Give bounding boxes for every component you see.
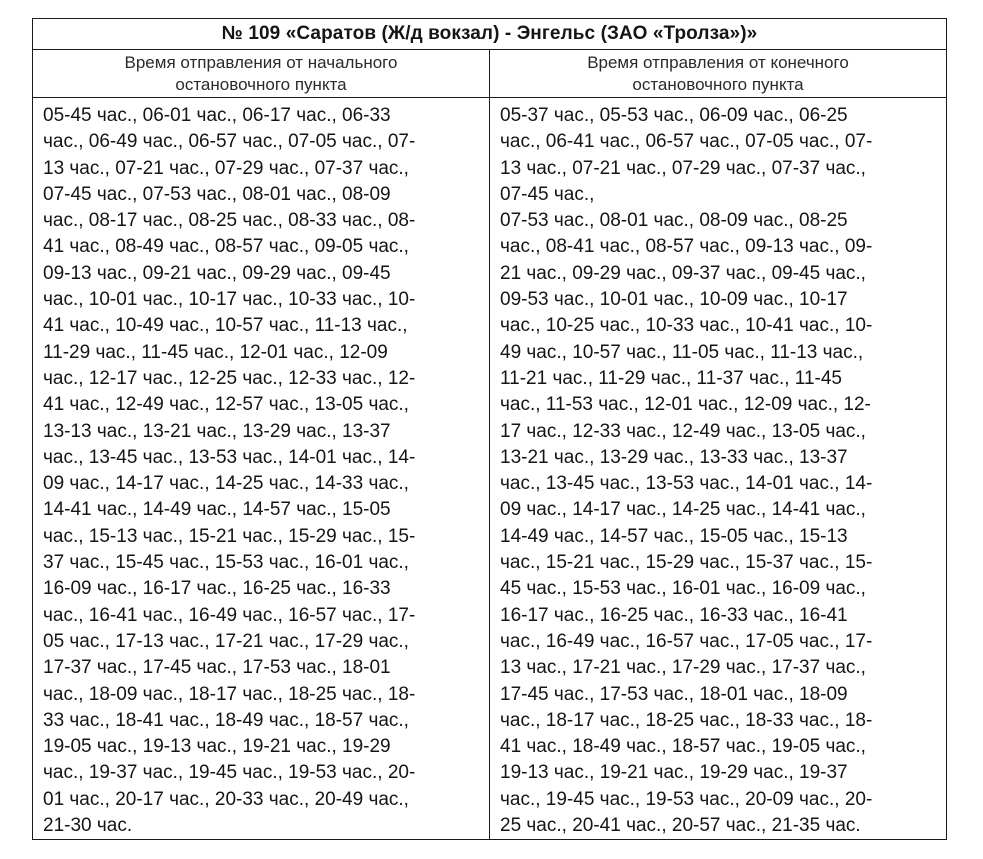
schedule-line: час., 11-53 час., 12-01 час., 12-09 час., 12- bbox=[500, 394, 871, 416]
schedule-line: час., 19-37 час., 19-45 час., 19-53 час., 20- bbox=[43, 762, 416, 784]
schedule-line: час., 08-41 час., 08-57 час., 09-13 час., 09- bbox=[500, 236, 873, 258]
schedule-line: 41 час., 12-49 час., 12-57 час., 13-05 час., bbox=[43, 394, 409, 416]
schedule-line: 41 час., 10-49 час., 10-57 час., 11-13 час., bbox=[43, 315, 408, 337]
header-line: Время отправления от начального bbox=[124, 52, 398, 72]
schedule-line: час., 15-21 час., 15-29 час., 15-37 час., 15- bbox=[500, 552, 873, 574]
schedule-line: час., 16-41 час., 16-49 час., 16-57 час., 17- bbox=[43, 604, 416, 626]
schedule-line: 07-45 час., bbox=[500, 183, 595, 205]
schedule-line: 17-45 час., 17-53 час., 18-01 час., 18-09 bbox=[500, 683, 848, 705]
route-title: № 109 «Саратов (Ж/д вокзал) - Энгельс (ЗАО «Тролза»)» bbox=[33, 19, 947, 50]
schedule-line: час., 08-17 час., 08-25 час., 08-33 час., 08- bbox=[43, 210, 416, 232]
schedule-line: час., 10-25 час., 10-33 час., 10-41 час., 10- bbox=[500, 315, 873, 337]
schedule-line: 49 час., 10-57 час., 11-05 час., 11-13 час., bbox=[500, 341, 864, 363]
schedule-line: час., 19-45 час., 19-53 час., 20-09 час., 20- bbox=[500, 788, 873, 810]
schedule-line: 19-13 час., 19-21 час., 19-29 час., 19-37 bbox=[500, 762, 848, 784]
schedule-line: 13 час., 07-21 час., 07-29 час., 07-37 час., bbox=[500, 157, 866, 179]
schedule-line: 09-53 час., 10-01 час., 10-09 час., 10-17 bbox=[500, 289, 848, 311]
schedule-line: час., 16-49 час., 16-57 час., 17-05 час., 17- bbox=[500, 630, 873, 652]
schedule-line: 07-53 час., 08-01 час., 08-09 час., 08-25 bbox=[500, 210, 848, 232]
schedule-line: 37 час., 15-45 час., 15-53 час., 16-01 час., bbox=[43, 552, 409, 574]
schedule-document bbox=[32, 18, 947, 837]
schedule-line: 14-49 час., 14-57 час., 15-05 час., 15-13 bbox=[500, 525, 848, 547]
schedule-line: час., 13-45 час., 13-53 час., 14-01 час., 14- bbox=[500, 473, 873, 495]
schedule-line: час., 18-17 час., 18-25 час., 18-33 час., 18- bbox=[500, 709, 873, 731]
schedule-line: час., 06-41 час., 06-57 час., 07-05 час., 07- bbox=[500, 131, 873, 153]
schedule-line: час., 12-17 час., 12-25 час., 12-33 час., 12- bbox=[43, 367, 416, 389]
schedule-line: 01 час., 20-17 час., 20-33 час., 20-49 час., bbox=[43, 788, 409, 810]
schedule-line: 09 час., 14-17 час., 14-25 час., 14-41 час., bbox=[500, 499, 866, 521]
schedule-line: 45 час., 15-53 час., 16-01 час., 16-09 час., bbox=[500, 578, 866, 600]
schedule-line: час., 13-45 час., 13-53 час., 14-01 час., 14- bbox=[43, 446, 416, 468]
schedule-line: 41 час., 08-49 час., 08-57 час., 09-05 час., bbox=[43, 236, 409, 258]
schedule-line: 09 час., 14-17 час., 14-25 час., 14-33 час., bbox=[43, 473, 409, 495]
schedule-line: 17 час., 12-33 час., 12-49 час., 13-05 час., bbox=[500, 420, 866, 442]
schedule-line: 13 час., 07-21 час., 07-29 час., 07-37 час., bbox=[43, 157, 409, 179]
schedule-line: час., 15-13 час., 15-21 час., 15-29 час., 15- bbox=[43, 525, 416, 547]
header-line: остановочного пункта bbox=[632, 74, 804, 94]
schedule-line: 09-13 час., 09-21 час., 09-29 час., 09-45 bbox=[43, 262, 391, 284]
departure-start-header bbox=[33, 50, 490, 98]
schedule-line: 13 час., 17-21 час., 17-29 час., 17-37 час., bbox=[500, 657, 866, 679]
schedule-line: 07-45 час., 07-53 час., 08-01 час., 08-09 bbox=[43, 183, 391, 205]
schedule-table bbox=[32, 18, 947, 840]
schedule-line: 25 час., 20-41 час., 20-57 час., 21-35 час. bbox=[500, 815, 861, 837]
departure-start-times bbox=[33, 98, 490, 840]
schedule-line: 05-37 час., 05-53 час., 06-09 час., 06-25 bbox=[500, 105, 848, 126]
header-line: остановочного пункта bbox=[175, 74, 347, 94]
header-line: Время отправления от конечного bbox=[587, 52, 849, 72]
schedule-line: 16-09 час., 16-17 час., 16-25 час., 16-33 bbox=[43, 578, 391, 600]
schedule-line: 13-21 час., 13-29 час., 13-33 час., 13-37 bbox=[500, 446, 848, 468]
schedule-line: 05 час., 17-13 час., 17-21 час., 17-29 час., bbox=[43, 630, 409, 652]
departure-end-times bbox=[490, 98, 947, 840]
schedule-line: 11-21 час., 11-29 час., 11-37 час., 11-45 bbox=[500, 367, 842, 389]
schedule-line: час., 06-49 час., 06-57 час., 07-05 час., 07- bbox=[43, 131, 416, 153]
schedule-line: час., 10-01 час., 10-17 час., 10-33 час., 10- bbox=[43, 289, 416, 311]
schedule-line: час., 18-09 час., 18-17 час., 18-25 час., 18- bbox=[43, 683, 416, 705]
schedule-line: 21-30 час. bbox=[43, 815, 133, 837]
schedule-line: 16-17 час., 16-25 час., 16-33 час., 16-41 bbox=[500, 604, 848, 626]
schedule-line: 19-05 час., 19-13 час., 19-21 час., 19-29 bbox=[43, 736, 391, 758]
schedule-line: 17-37 час., 17-45 час., 17-53 час., 18-01 bbox=[43, 657, 391, 679]
schedule-line: 11-29 час., 11-45 час., 12-01 час., 12-09 bbox=[43, 341, 388, 363]
schedule-line: 14-41 час., 14-49 час., 14-57 час., 15-05 bbox=[43, 499, 391, 521]
schedule-line: 13-13 час., 13-21 час., 13-29 час., 13-37 bbox=[43, 420, 391, 442]
schedule-line: 05-45 час., 06-01 час., 06-17 час., 06-33 bbox=[43, 105, 391, 126]
schedule-line: 33 час., 18-41 час., 18-49 час., 18-57 час., bbox=[43, 709, 409, 731]
schedule-line: 41 час., 18-49 час., 18-57 час., 19-05 час., bbox=[500, 736, 866, 758]
schedule-line: 21 час., 09-29 час., 09-37 час., 09-45 час., bbox=[500, 262, 866, 284]
departure-end-header bbox=[490, 50, 947, 98]
